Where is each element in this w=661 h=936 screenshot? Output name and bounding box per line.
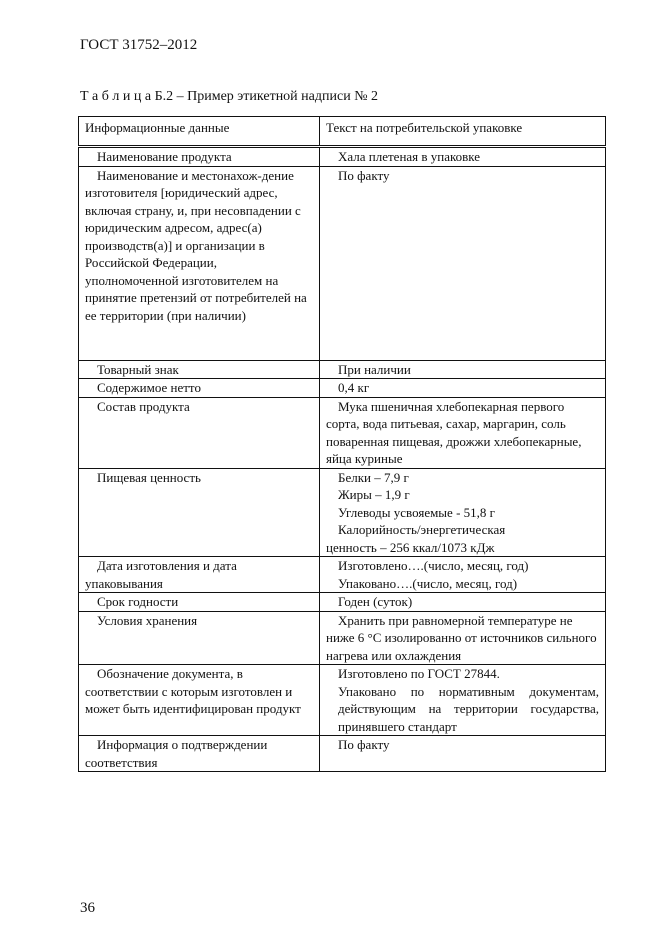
table-row [79,379,606,398]
table-row [79,397,606,468]
document-line: Упаковано по нормативным документам, действующим на территории государства, принявшего стандарт [338,683,599,734]
date-line: Изготовлено….(число, месяц, год) [338,558,529,573]
document-code: ГОСТ 31752–2012 [80,37,198,53]
row-label: Наименование продукта [79,147,320,167]
row-label: Содержимое нетто [79,379,320,398]
row-value: Мука пшеничная хлебопекарная первого сорта, вода питьевая, сахар, маргарин, соль поваренная пищевая, дрожжи хлебопекарные, яйца куриные [320,397,606,468]
row-label: Пищевая ценность [79,468,320,557]
nutrition-line: Жиры – 1,9 г [338,487,410,502]
page-number: 36 [80,900,95,916]
label-example-table [78,116,606,772]
nutrition-line: Углеводы усвояемые - 51,8 г [338,504,495,520]
row-label: Товарный знак [79,360,320,379]
column-header: Текст на потребительской упаковке [320,117,606,147]
table-row [79,557,606,593]
table-row [79,736,606,772]
nutrition-line: ценность – 256 ккал/1073 кДж [326,539,495,555]
column-header: Информационные данные [79,117,320,147]
table-row [79,147,606,167]
row-label: Наименование и местонахож-дение изготовителя [юридический адрес, включая страну, и, при несовпадении с юридическим адресом, адрес(а) производств(а)] и организации в Российской Федерации, уполномоченной изготовителем на принятие претензий от потребителей на ее территории (при наличии) [79,166,320,360]
row-value: По факту [320,736,606,772]
table-row [79,593,606,612]
row-value [320,468,606,557]
nutrition-line: Белки – 7,9 г [338,469,409,485]
table-row [79,611,606,665]
table-row [79,360,606,379]
row-label: Обозначение документа, в соответствии с которым изготовлен и может быть идентифицирован продукт [79,665,320,736]
row-value [320,557,606,593]
row-value: По факту [320,166,606,360]
nutrition-line: Калорийность/энергетическая [338,522,506,537]
row-value [320,665,606,736]
table-header-row [79,117,606,147]
table-row [79,166,606,360]
row-label: Информация о подтверждении соответствия [79,736,320,772]
row-value: Хранить при равномерной температуре не ниже 6 °С изолированно от источников сильного нагрева или охлаждения [320,611,606,665]
row-value: 0,4 кг [320,379,606,398]
row-label: Дата изготовления и дата упаковывания [79,557,320,593]
row-value: Хала плетеная в упаковке [320,147,606,167]
row-value: Годен (суток) [320,593,606,612]
table-row [79,665,606,736]
table-caption: Т а б л и ц а Б.2 – Пример этикетной надписи № 2 [80,89,379,104]
row-label: Срок годности [79,593,320,612]
table-row [79,468,606,557]
document-line: Изготовлено по ГОСТ 27844. [338,666,500,681]
date-line: Упаковано….(число, месяц, год) [338,575,518,591]
row-label: Условия хранения [79,611,320,665]
row-value: При наличии [320,360,606,379]
row-label: Состав продукта [79,397,320,468]
